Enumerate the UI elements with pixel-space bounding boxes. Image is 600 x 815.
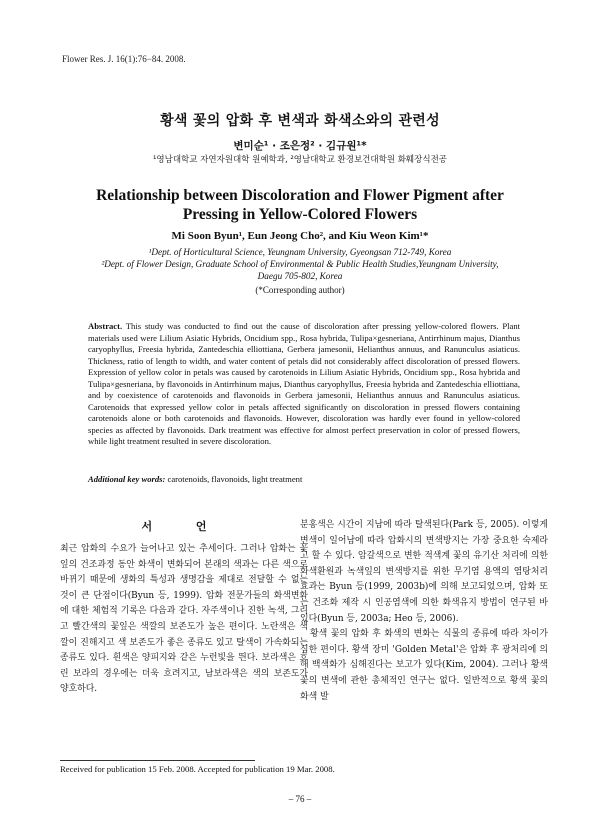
english-title-line-2: Pressing in Yellow-Colored Flowers [182, 206, 418, 223]
footnote-divider [60, 760, 255, 761]
additional-keywords [88, 474, 520, 484]
korean-authors: 변미순¹ · 조은정² · 김규원¹* [233, 140, 367, 152]
abstract-label: Abstract. [88, 321, 123, 331]
publication-footnote: Received for publication 15 Feb. 2008. Accepted for publication 19 Mar. 2008. [60, 764, 335, 774]
korean-title: 황색 꽃의 압화 후 변색과 화색소와의 관련성 [160, 113, 440, 129]
keywords-text: carotenoids, flavonoids, light treatment [167, 474, 303, 484]
intro-paragraph-3: 황색 꽃의 압화 후 화색의 변화는 식물의 종류에 따라 차이가 심한 편이다. 황색 장미 'Golden Metal'은 압화 후 광처리에 의해 백색화가 심해진다는 보고가 있다(Kim, 2004). 그러나 황색 꽃의 변색에 관한 총체적인 연구는 없다. 일반적으로 황색 꽃의 화색 발 [300, 629, 548, 702]
english-title-line-1: Relationship between Discoloration and Flower Pigment after [96, 187, 504, 204]
affiliation-2: ²Dept. of Flower Design, Graduate School of Environmental & Public Health Studies,Yeungnam University, [101, 259, 499, 269]
abstract [88, 321, 520, 448]
intro-paragraph-1: 최근 압화의 수요가 늘어나고 있는 추세이다. 그러나 압화는 꽃잎의 건조과정 동안 화색이 변화되어 본래의 색과는 다른 색으로 바뀌기 때문에 생화의 특성과 생명감을 제대로 전달할 수 없는 것이 큰 단점이다(Byun 등, 1999). 압화 전문가들의 화색변화에 대한 체험적 기록은 다음과 같다. 자주색이나 진한 녹색, 그리고 빨간색의 꽃잎은 색깔의 보존도가 높은 편이다. 노란색은 색깔이 진해지고 색 보존도가 좋은 종류도 있고 탈색이 가속화되는 종류도 있다. 흰색은 양피지와 같은 누런빛을 띈다. 보라색은 흐린 보라의 경우에는 더욱 흐려지고, 남보라색은 색의 보존도가 양호하다. [60, 544, 308, 695]
page-number: – 76 – [288, 794, 312, 804]
affiliation-3: Daegu 705-802, Korea [257, 271, 343, 281]
introduction-heading: 서 언 [141, 520, 227, 533]
journal-reference: Flower Res. J. 16(1):76−84. 2008. [62, 54, 186, 64]
intro-paragraph-2: 분홍색은 시간이 지남에 따라 탈색된다(Park 등, 2005). 이렇게 변색이 일어남에 따라 압화시의 변색방지는 가장 중요한 숙제라고 할 수 있다. 암갈색으로 변한 적색계 꽃의 유기산 처리에 의한 화색환원과 녹색잎의 변색방지를 위한 무기염 용액의 염탕처리 효과는 Byun 등(1999, 2003b)에 의해 보고되었으며, 압화 또는 건조화 제작 시 인공염색에 의한 화색유지 방법이 연구된 바 있다(Byun 등, 2003a; Heo 등, 2006). [300, 520, 548, 624]
english-affiliations [40, 246, 560, 282]
english-authors: Mi Soon Byun¹, Eun Jeong Cho², and Kiu Weon Kim¹* [171, 230, 429, 242]
keywords-label: Additional key words: [88, 474, 166, 484]
english-title [40, 186, 560, 224]
korean-affiliation: ¹영남대학교 자연자원대학 원예학과, ²영남대학교 환경보건대학원 화훼장식전공 [153, 155, 447, 165]
right-column [300, 518, 548, 705]
corresponding-author-note: (*Corresponding author) [255, 285, 345, 295]
abstract-text: This study was conducted to find out the cause of discoloration after pressing yellow-colored flowers. Plant materials used were Lilium Asiatic Hybrids, Oncidium spp., Rosa hybrida, Tulipa×gesneriana, Antirrhinum majus, Dianthus caryophyllus, Freesia hybrida, Zantedeschia elliottiana, Gerbera jamesonii, Helianthus annuus, and Ranunculus asiaticus. Thickness, ratio of length to width, and water content of petals did not considerably affect discoloration of pressed flowers. Expression of yellow color in petals was caused by carotenoids in Lilium Asiatic Hybrids, Oncidium spp., Rosa hybrida and Tulipa×gesneriana, by flavonoids in Antirrhinum majus, Dianthus caryophyllus, Freesia hybrida and Zantedeschia elliottiana, and by coexistence of carotenoids and flavonoids in Gerbera jamesonii, Helianthus annuus and Ranunculus asiaticus. Carotenoids that expressed yellow color in petals affected significantly on discoloration in pressed flowers containing carotenoids alone or both carotenoids and flavonoids. However, discoloration was hardly ever found in yellow-colored species as affected by flavonoids. Dark treatment was effective for almost perfect preservation in color of pressed flowers, while light treatment resulted in severe discoloration. [88, 321, 520, 446]
affiliation-1: ¹Dept. of Horticultural Science, Yeungnam University, Gyeongsan 712-749, Korea [148, 247, 452, 257]
left-column [60, 542, 308, 698]
